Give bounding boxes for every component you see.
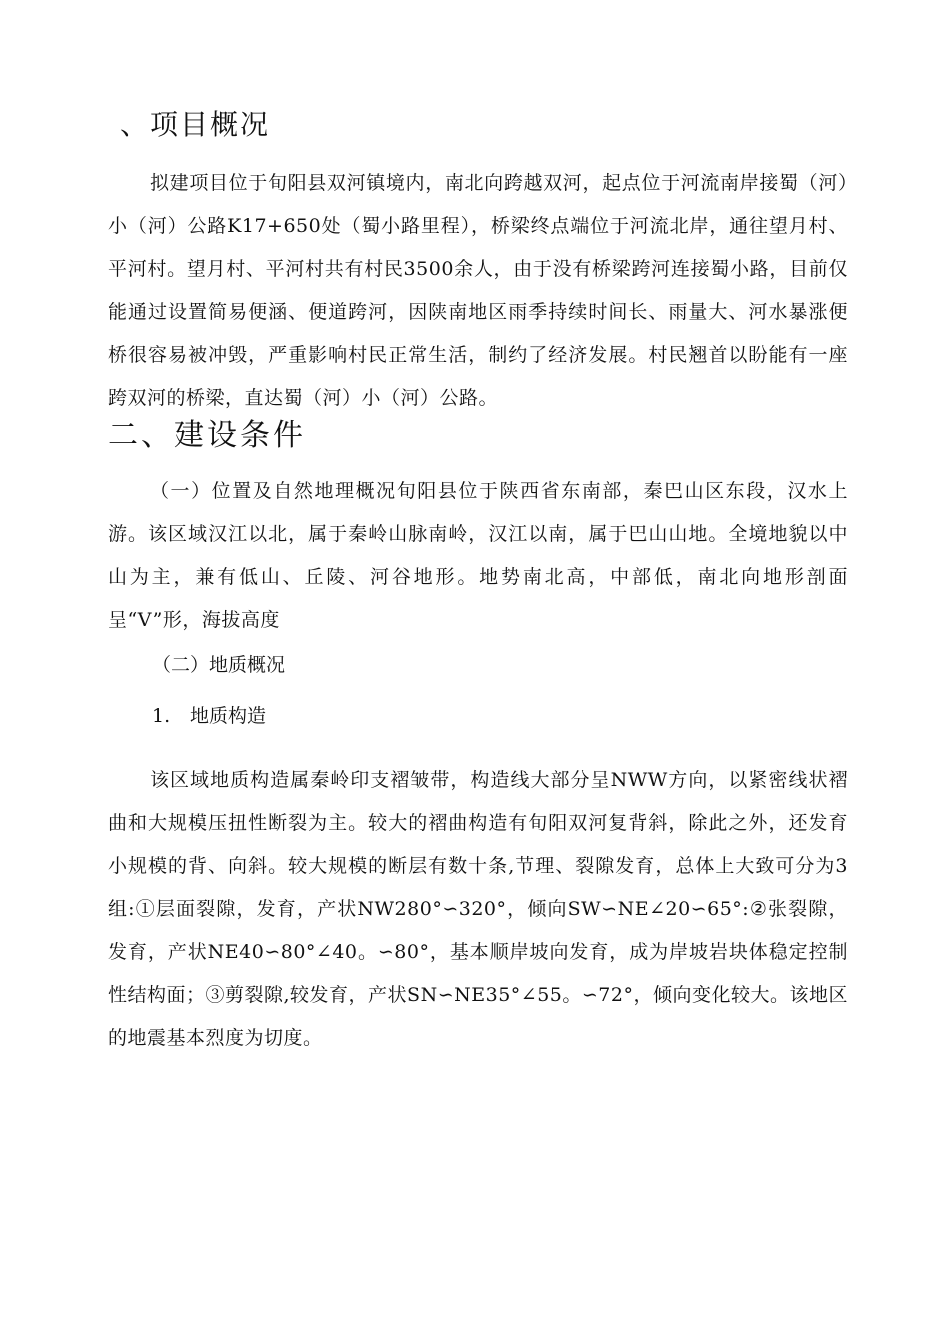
geological-structure-paragraph: 该区域地质构造属秦岭印支褶皱带，构造线大部分呈NWW方向，以紧密线状褶曲和大规模压扭性断裂为主。较大的褶曲构造有旬阳双河复背斜，除此之外，还发育小规模的背、向斜。较大规模的断层有数十条,节理、裂隙发育，总体上大致可分为3组:①层面裂隙，发育，产状NW280°∽320°，倾向SW∽NE∠20∽65°:②张裂隙，发育，产状NE40∽80°∠40。∽80°，基本顺岸坡向发育，成为岸坡岩块体稳定控制性结构面；③剪裂隙,较发育，产状SN∽NE35°∠55。∽72°，倾向变化较大。该地区的地震基本烈度为切度。 — [108, 769, 848, 1049]
project-overview-paragraph: 拟建项目位于旬阳县双河镇境内，南北向跨越双河，起点位于河流南岸接蜀（河）小（河）公路K17+650处（蜀小路里程），桥梁终点端位于河流北岸，通往望月村、平河村。望月村、平河村共有村民3500余人，由于没有桥梁跨河连接蜀小路，目前仅能通过设置简易便涵、便道跨河，因陕南地区雨季持续时间长、雨量大、河水暴涨便桥很容易被冲毁，严重影响村民正常生活，制约了经济发展。村民翘首以盼能有一座跨双河的桥梁，直达蜀（河）小（河）公路。 — [108, 172, 848, 409]
subheading-geology-overview: （二）地质概况 — [152, 654, 286, 676]
section-heading-construction-conditions: 二、建设条件 — [108, 418, 306, 453]
list-item-geological-structure: 地质构造 — [190, 705, 267, 727]
location-geography-paragraph: （一）位置及自然地理概况旬阳县位于陕西省东南部，秦巴山区东段，汉水上游。该区域汉江以北，属于秦岭山脉南岭，汉江以南，属于巴山山地。全境地貌以中山为主，兼有低山、丘陵、河谷地形。地势南北高，中部低，南北向地形剖面呈“V”形，海拔高度 — [108, 480, 848, 631]
section-heading-project-overview: 、项目概况 — [120, 108, 271, 141]
list-item-number: 1. — [152, 705, 171, 727]
